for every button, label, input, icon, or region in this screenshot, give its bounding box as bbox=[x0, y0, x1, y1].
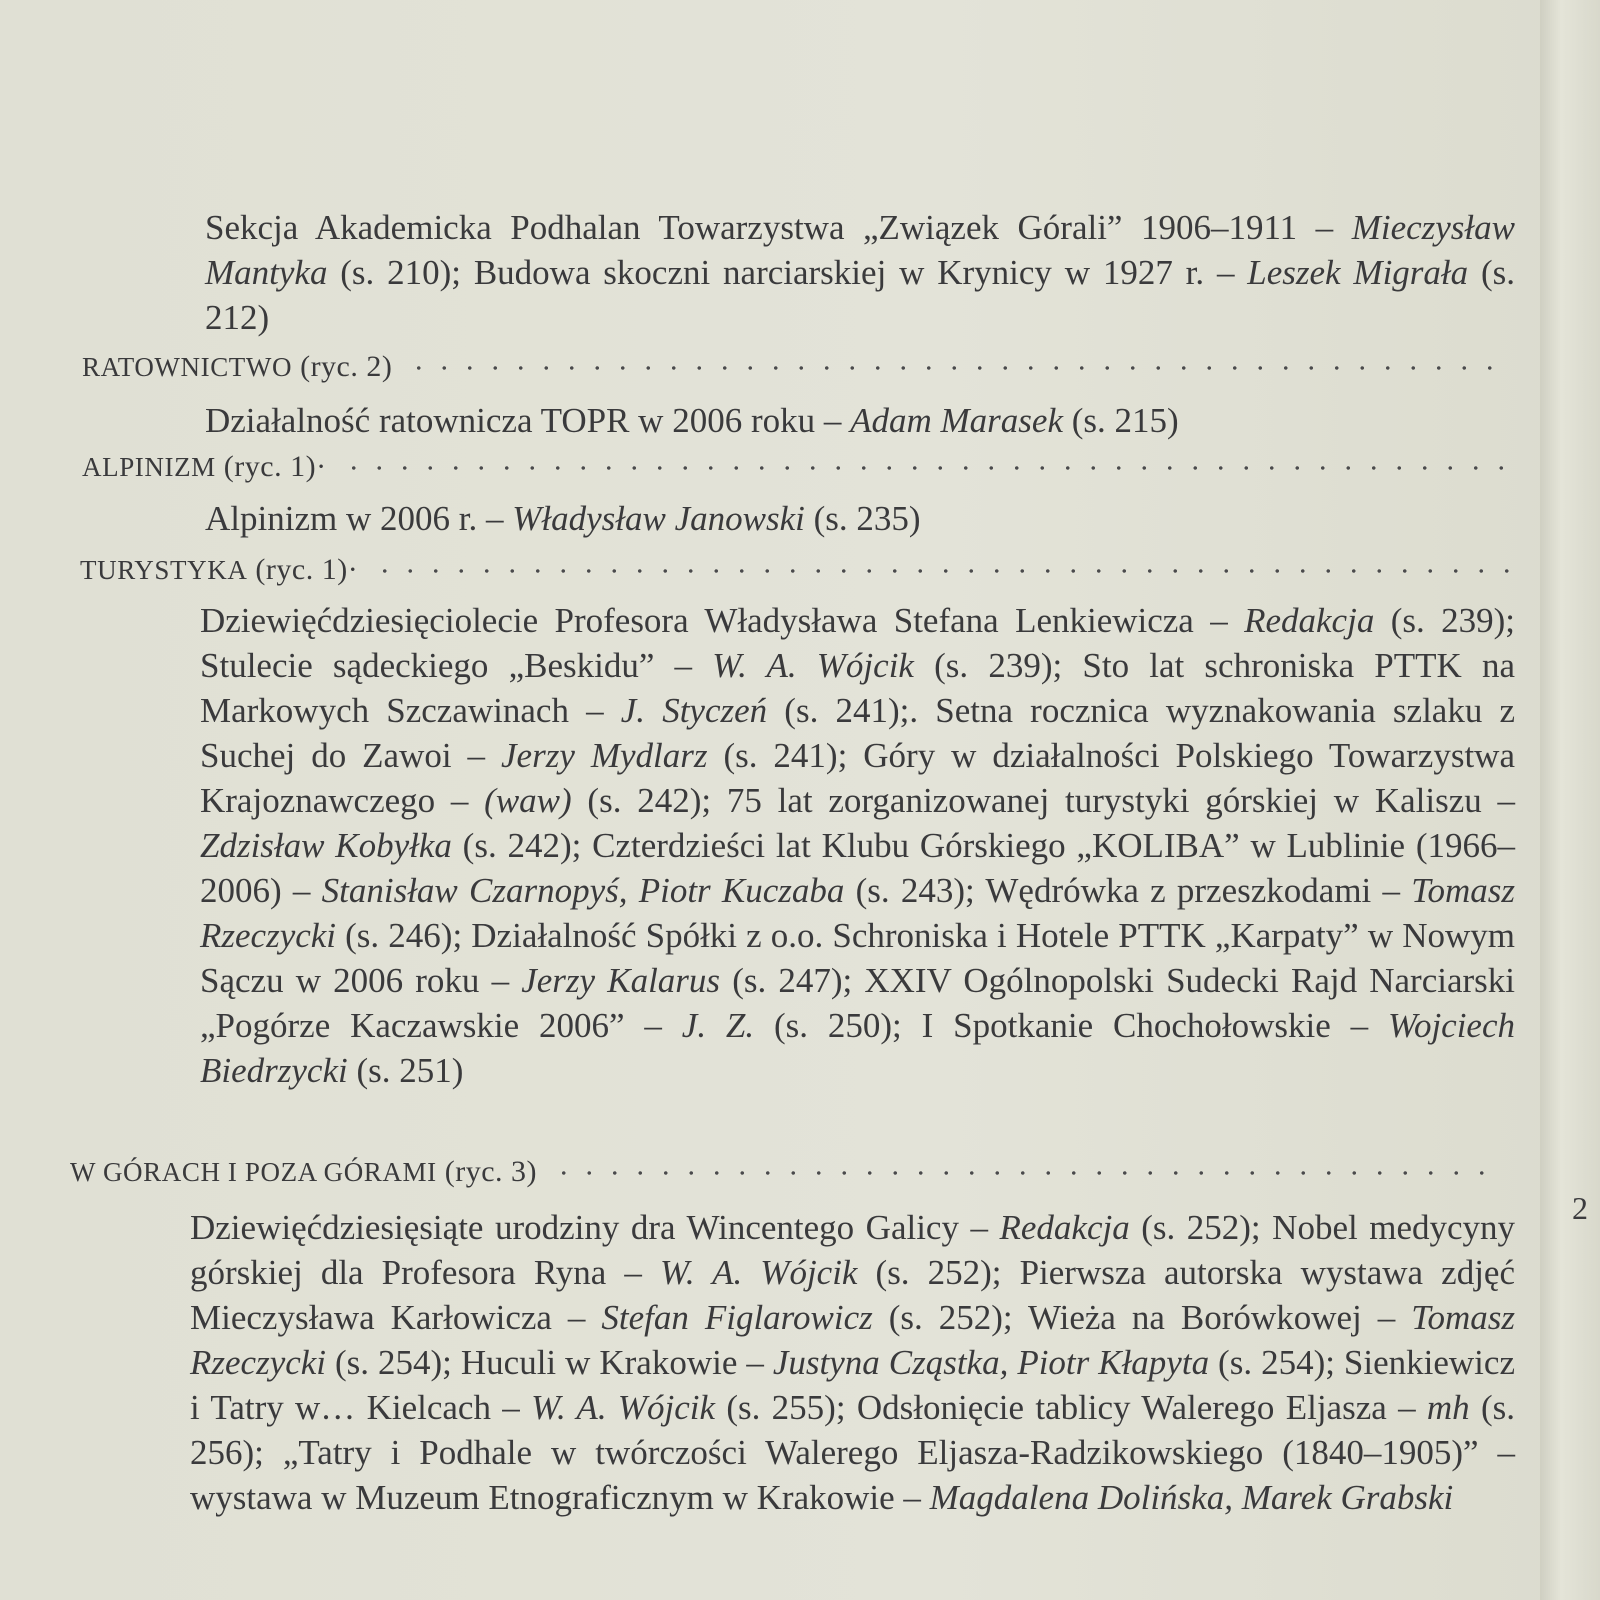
heading-label: ALPINIZM bbox=[82, 452, 216, 482]
entry-w-gorach bbox=[190, 1205, 1515, 1520]
author-name: Tomasz Rzeczycki bbox=[200, 871, 1516, 955]
entry-text: (s. 212) bbox=[205, 253, 1515, 337]
author-name: Tomasz Rzeczycki bbox=[190, 1298, 1515, 1382]
entry-text: (s. 210); Budowa skoczni narciarskiej w Krynicy w 1927 r. – bbox=[327, 253, 1248, 292]
entry-text: (s. 243); Wędrówka z przeszkodami – bbox=[844, 871, 1412, 910]
entry-text: (s. 256); „Tatry i Podhale w twórczości Walerego Eljasza-Radzikowskiego (1840–1905)” – wystawa w Muzeum Etnograficznym w Krakowie – bbox=[190, 1388, 1515, 1517]
heading-suffix: (ryc. 3) bbox=[436, 1155, 538, 1188]
author-name: Stefan Figlarowicz bbox=[601, 1298, 873, 1337]
entry-text: (s. 255); Odsłonięcie tablicy Walerego Eljasza – bbox=[715, 1388, 1427, 1427]
author-name: Mieczysław Mantyka bbox=[205, 208, 1515, 292]
entry-text: (s. 215) bbox=[1062, 401, 1179, 440]
dot-leader bbox=[551, 1171, 1500, 1175]
entry-ratownictwo bbox=[205, 398, 1515, 443]
author-name: Leszek Migrała bbox=[1247, 253, 1469, 292]
author-name: J. Styczeń bbox=[620, 691, 768, 730]
author-name: W. A. Wójcik bbox=[712, 646, 914, 685]
entry-alpinizm bbox=[205, 496, 1515, 541]
author-name: Adam Marasek bbox=[850, 401, 1063, 440]
entry-text: (s. 252); Nobel medycyny górskiej dla Profesora Ryna – bbox=[190, 1208, 1516, 1292]
entry-text: (s. 239); Stulecie sądeckiego „Beskidu” – bbox=[200, 601, 1515, 685]
section-heading-alpinizm bbox=[82, 450, 1512, 490]
author-name: W. A. Wójcik bbox=[531, 1388, 716, 1427]
facing-page-number: 2 bbox=[1572, 1190, 1588, 1226]
author-name: mh bbox=[1426, 1388, 1470, 1427]
author-name: Redakcja bbox=[999, 1208, 1130, 1247]
author-name: Jerzy Kalarus bbox=[521, 961, 721, 1000]
entry-text: (s. 246); Działalność Spółki z o.o. Schroniska i Hotele PTTK „Karpaty” w Nowym Sączu w 2006 roku – bbox=[200, 916, 1515, 1000]
author-name: W. A. Wójcik bbox=[659, 1253, 858, 1292]
entry-text: (s. 241);. Setna rocznica wyznakowania szlaku z Suchej do Zawoi – bbox=[200, 691, 1516, 775]
heading-suffix: (ryc. 2) bbox=[292, 350, 393, 383]
entry-text: Alpinizm w 2006 r. – bbox=[205, 499, 513, 538]
entry-text: (s. 254); Sienkiewicz i Tatry w… Kielcach – bbox=[190, 1343, 1515, 1427]
entry-text: (s. 239); Sto lat schroniska PTTK na Markowych Szczawinach – bbox=[200, 646, 1515, 730]
author-name: Wojciech Biedrzycki bbox=[200, 1006, 1515, 1090]
heading-label: TURYSTYKA bbox=[80, 555, 248, 585]
dot-leader bbox=[372, 569, 1510, 573]
heading-suffix: (ryc. 1)· bbox=[215, 450, 327, 483]
entry-text: (s. 241); Góry w działalności Polskiego Towarzystwa Krajoznawczego – bbox=[200, 736, 1515, 820]
section-heading-turystyka bbox=[80, 553, 1510, 593]
author-name: (waw) bbox=[484, 781, 572, 820]
entry-text: (s. 250); I Spotkanie Chochołowskie – bbox=[754, 1006, 1388, 1045]
dot-leader bbox=[341, 466, 1512, 470]
dot-leader bbox=[406, 366, 1512, 370]
author-name: Władysław Janowski bbox=[512, 499, 805, 538]
entry-text: (s. 252); Pierwsza autorska wystawa zdjęć Mieczysława Karłowicza – bbox=[190, 1253, 1515, 1337]
author-name: Magdalena Dolińska, Marek Grabski bbox=[929, 1478, 1454, 1517]
entry-text: (s. 235) bbox=[804, 499, 921, 538]
heading-label: W GÓRACH I POZA GÓRAMI bbox=[70, 1157, 437, 1187]
heading-label: RATOWNICTWO bbox=[82, 352, 293, 382]
entry-turystyka bbox=[200, 598, 1515, 1093]
entry-text: Dziewięćdziesięciolecie Profesora Władysława Stefana Lenkiewicza – bbox=[200, 601, 1245, 640]
entry-text: (s. 247); XXIV Ogólnopolski Sudecki Rajd Narciarski „Pogórze Kaczawskie 2006” – bbox=[200, 961, 1516, 1045]
entry-text: Działalność ratownicza TOPR w 2006 roku – bbox=[205, 401, 851, 440]
heading-suffix: (ryc. 1)· bbox=[247, 553, 359, 586]
entry-text: Sekcja Akademicka Podhalan Towarzystwa „Związek Górali” 1906–1911 – bbox=[205, 208, 1352, 247]
author-name: Redakcja bbox=[1244, 601, 1375, 640]
author-name: J. Z. bbox=[681, 1006, 755, 1045]
entry-text: (s. 242); Czterdzieści lat Klubu Górskiego „KOLIBA” w Lublinie (1966–2006) – bbox=[200, 826, 1515, 910]
author-name: Zdzisław Kobyłka bbox=[200, 826, 452, 865]
entry-text: (s. 242); 75 lat zorganizowanej turystyki górskiej w Kaliszu – bbox=[571, 781, 1515, 820]
entry-text: Dziewięćdziesięsiąte urodziny dra Wincentego Galicy – bbox=[190, 1208, 1000, 1247]
section-heading-ratownictwo bbox=[82, 350, 1512, 390]
entry-text: (s. 251) bbox=[347, 1051, 464, 1090]
author-name: Justyna Cząstka, Piotr Kłapyta bbox=[772, 1343, 1210, 1382]
intro-entry bbox=[205, 205, 1515, 340]
book-gutter bbox=[1540, 0, 1600, 1600]
entry-text: (s. 252); Wieża na Borówkowej – bbox=[872, 1298, 1412, 1337]
author-name: Jerzy Mydlarz bbox=[501, 736, 708, 775]
entry-text: (s. 254); Huculi w Krakowie – bbox=[326, 1343, 773, 1382]
author-name: Stanisław Czarnopyś, Piotr Kuczaba bbox=[321, 871, 845, 910]
section-heading-w-gorach bbox=[70, 1155, 1500, 1195]
